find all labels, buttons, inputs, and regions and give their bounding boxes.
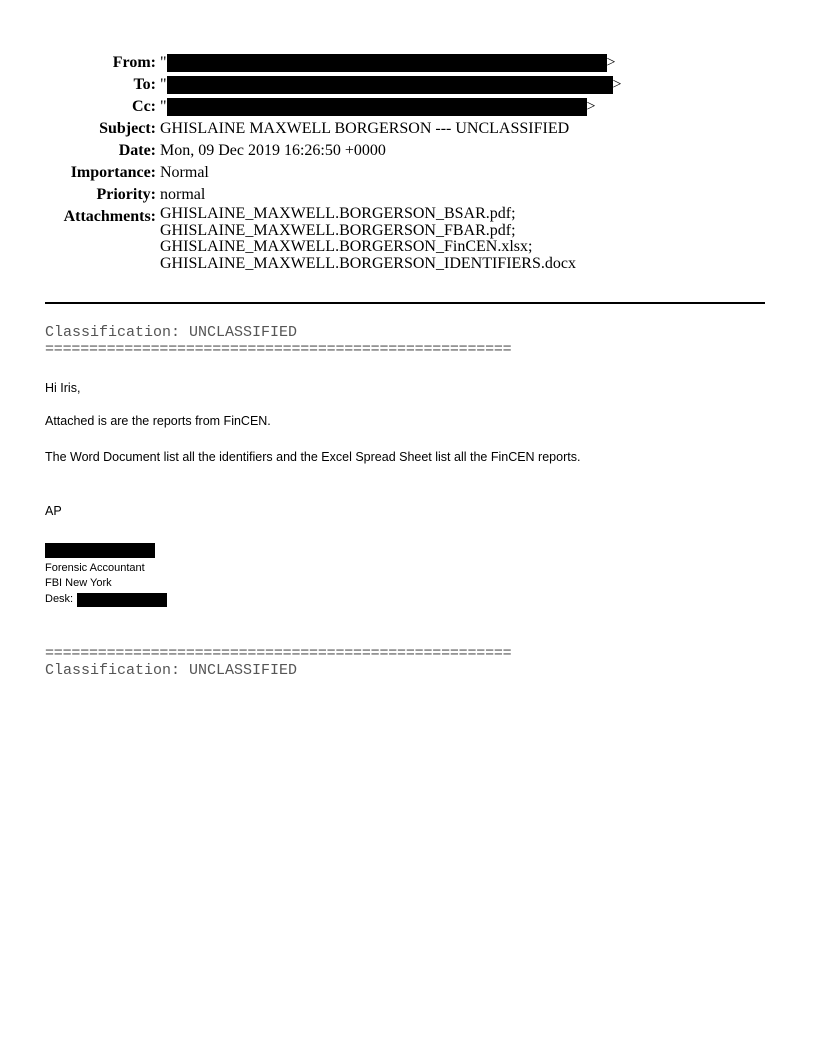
attachment-item[interactable]: GHISLAINE_MAXWELL.BORGERSON_FBAR.pdf; (160, 221, 516, 239)
importance-value: Normal (160, 164, 209, 181)
attachments-label: Attachments: (63, 208, 156, 225)
attachment-item[interactable]: GHISLAINE_MAXWELL.BORGERSON_FinCEN.xlsx; (160, 238, 533, 255)
classification-bottom-label: Classification: UNCLASSIFIED (45, 662, 298, 679)
subject-row (0, 118, 816, 140)
importance-row (0, 162, 816, 184)
to-label: To: (133, 76, 156, 93)
header-divider (45, 302, 765, 304)
to-redaction (167, 76, 613, 94)
body-line-2: The Word Document list all the identifiers and the Excel Spread Sheet list all the FinCEN reports. (45, 450, 581, 464)
from-redaction (167, 54, 607, 72)
sender-initials: AP (45, 504, 62, 518)
cc-label: Cc: (132, 98, 156, 115)
cc-quote: " (160, 98, 167, 115)
attachments-row (0, 206, 816, 272)
from-bracket: > (606, 54, 616, 71)
importance-label: Importance: (70, 164, 156, 181)
attachment-item[interactable]: GHISLAINE_MAXWELL.BORGERSON_BSAR.pdf; (160, 205, 516, 222)
classification-top-label: Classification: UNCLASSIFIED (45, 324, 298, 341)
priority-label: Priority: (96, 186, 156, 203)
to-quote: " (160, 76, 167, 93)
classification-top-separator: ===================================================== (45, 341, 512, 358)
signature-office: FBI New York (45, 577, 112, 589)
subject-value: GHISLAINE MAXWELL BORGERSON --- UNCLASSIFIED (160, 120, 570, 137)
attachments-list (160, 206, 816, 272)
subject-label: Subject: (99, 120, 156, 137)
date-label: Date: (118, 142, 156, 159)
to-value (160, 74, 816, 96)
from-row (0, 52, 816, 74)
signature-name-redaction (45, 543, 155, 558)
cc-redaction (167, 98, 587, 116)
signature-title: Forensic Accountant (45, 562, 145, 574)
to-bracket: > (612, 76, 622, 93)
greeting: Hi Iris, (45, 381, 81, 395)
body-line-1: Attached is are the reports from FinCEN. (45, 414, 271, 428)
attachment-item[interactable]: GHISLAINE_MAXWELL.BORGERSON_IDENTIFIERS.docx (160, 254, 576, 272)
cc-row (0, 96, 816, 118)
cc-value (160, 96, 816, 118)
email-header (0, 52, 816, 272)
priority-value: normal (160, 186, 206, 203)
date-value: Mon, 09 Dec 2019 16:26:50 +0000 (160, 142, 386, 159)
cc-bracket: > (586, 98, 596, 115)
classification-bottom-separator: ===================================================== (45, 645, 512, 662)
from-quote: " (160, 54, 167, 71)
signature-desk-label: Desk: (45, 593, 74, 605)
priority-row (0, 184, 816, 206)
to-row (0, 74, 816, 96)
date-row (0, 140, 816, 162)
from-value (160, 52, 816, 74)
signature-desk-redaction (77, 593, 167, 607)
from-label: From: (112, 54, 156, 71)
